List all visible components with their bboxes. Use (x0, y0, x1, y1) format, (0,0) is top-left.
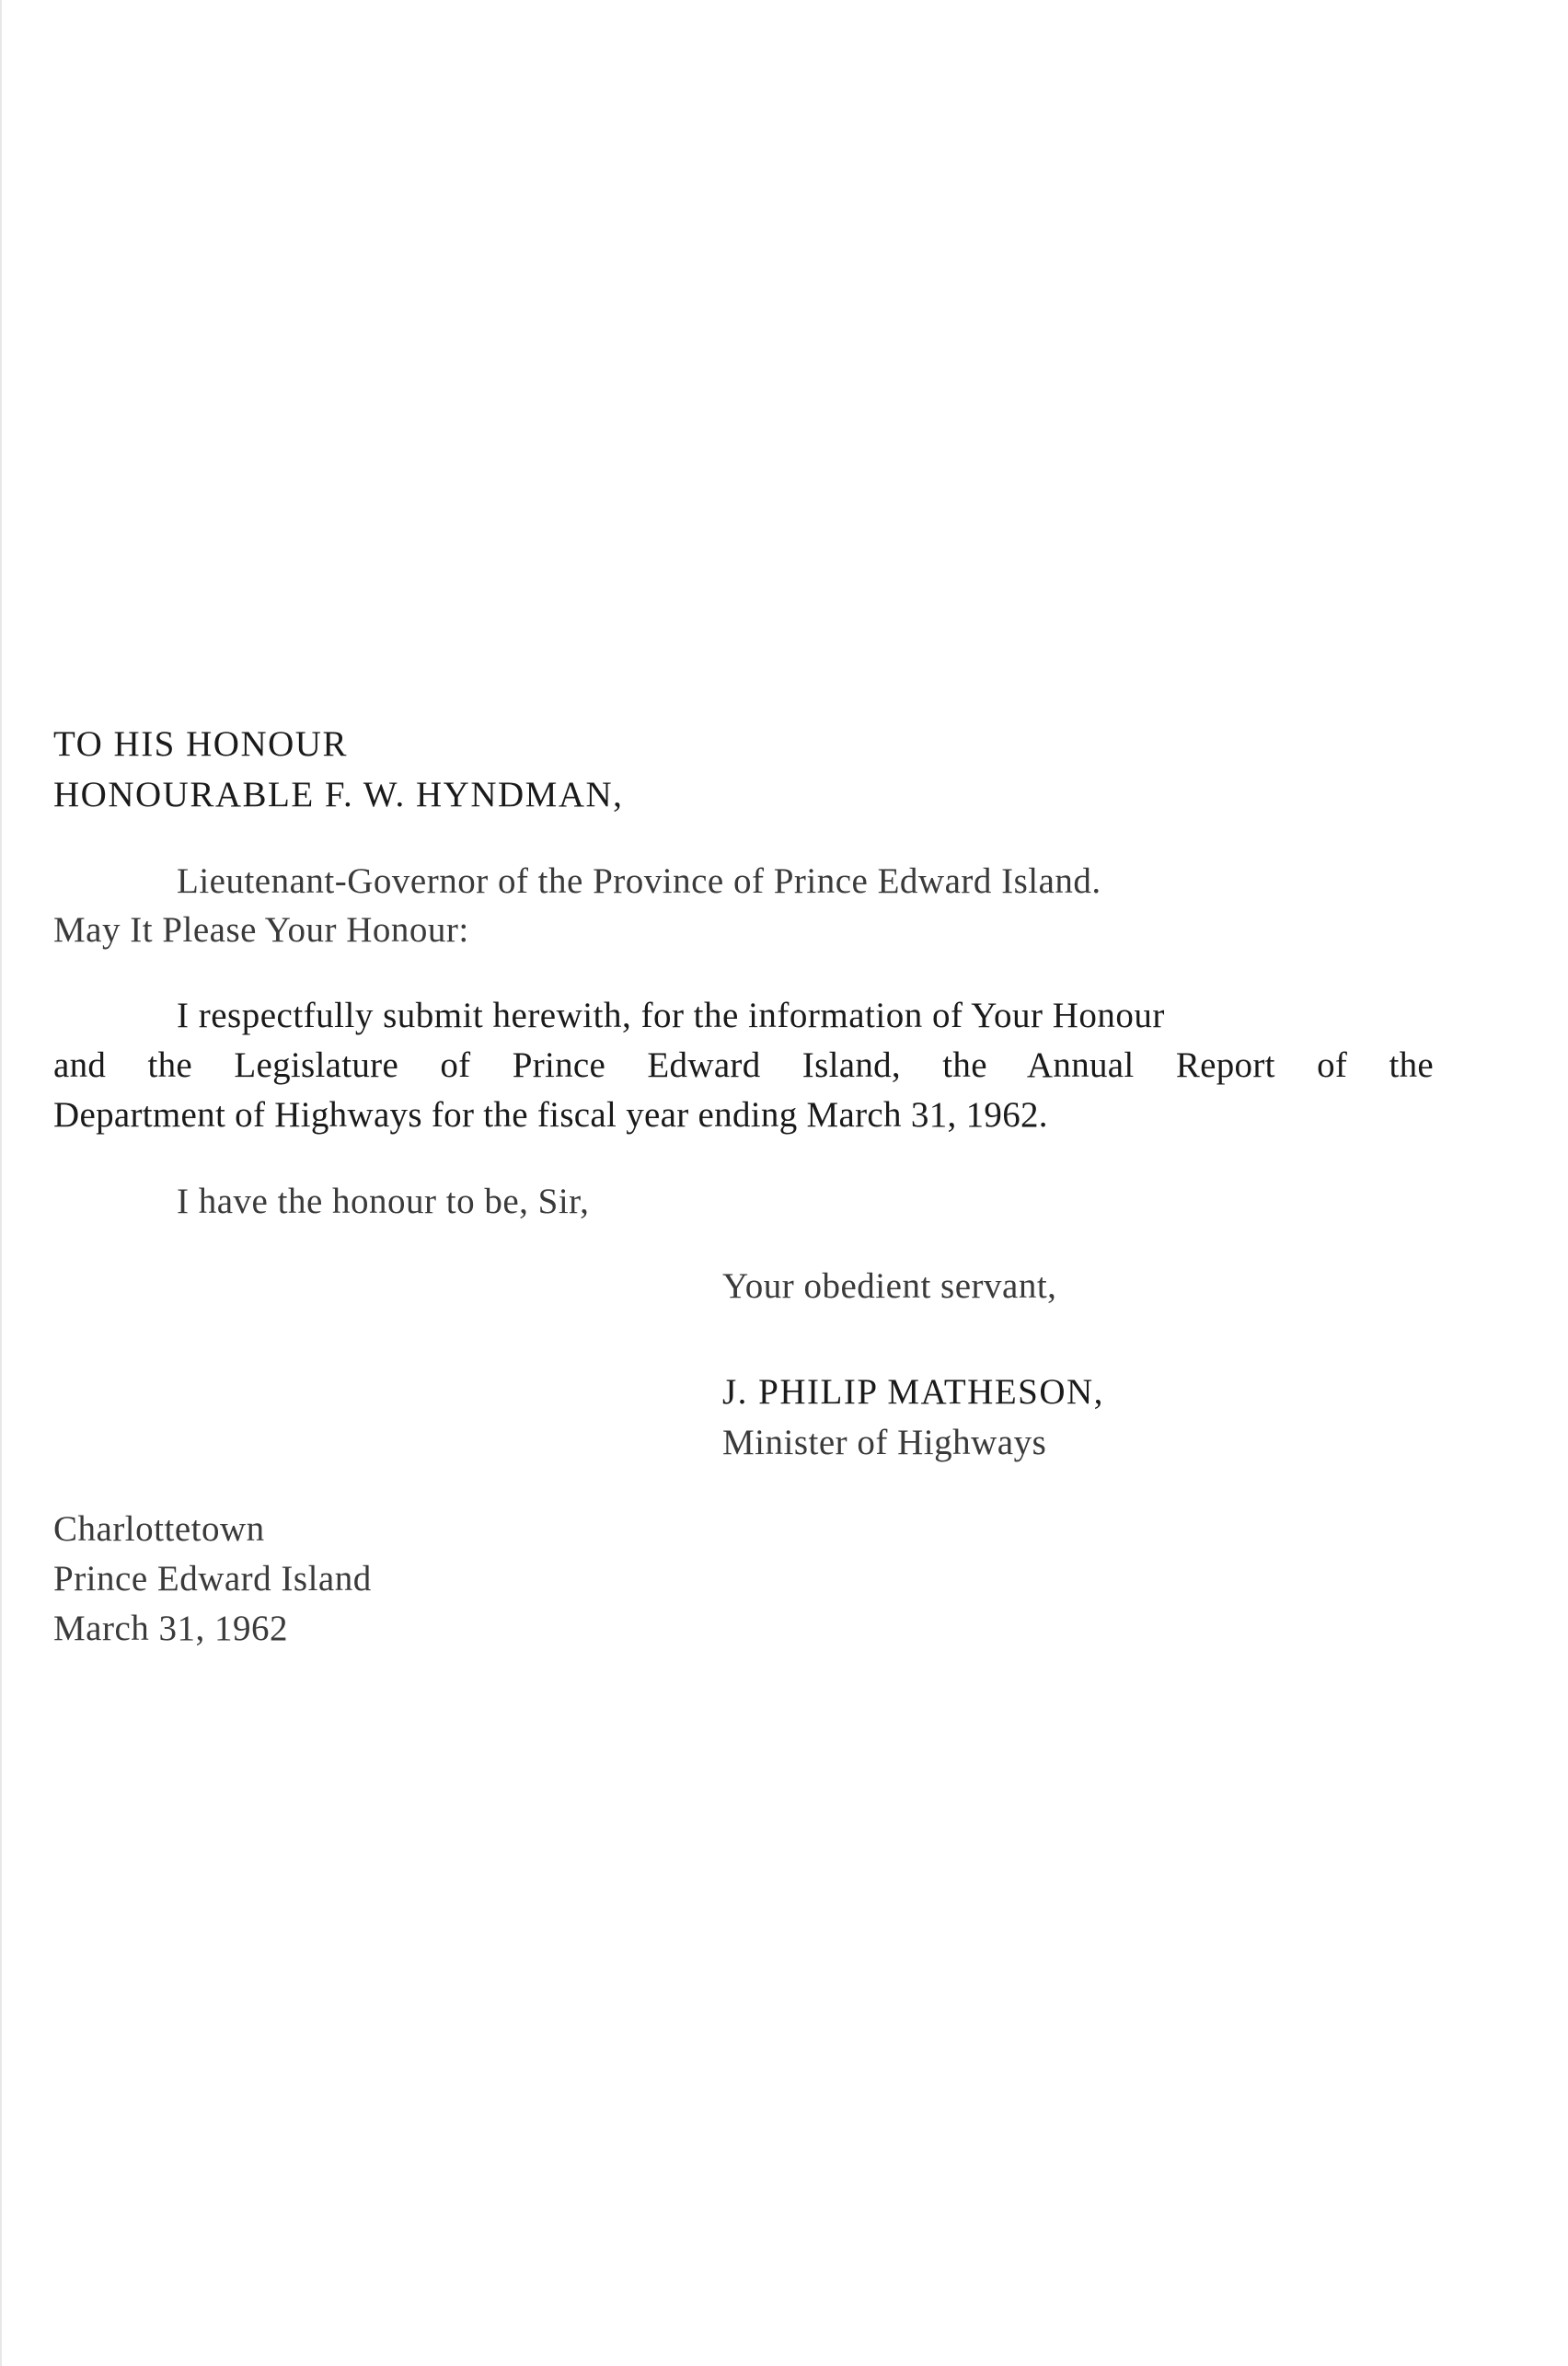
signatory-name: J. PHILIP MATHESON, (722, 1372, 1104, 1412)
body-line-3: Department of Highways for the fiscal year ending March 31, 1962. (53, 1095, 1048, 1135)
salutation: May It Please Your Honour: (53, 910, 469, 950)
addressee-line-1: TO HIS HONOUR (53, 724, 348, 764)
addressee-line-2: HONOURABLE F. W. HYNDMAN, (53, 775, 624, 814)
body-line-2: and the Legislature of Prince Edward Island, the Annual Report of the (53, 1045, 1434, 1085)
closing-line: I have the honour to be, Sir, (177, 1182, 590, 1221)
place-province: Prince Edward Island (53, 1559, 372, 1598)
place-city: Charlottetown (53, 1509, 265, 1549)
complimentary-close: Your obedient servant, (722, 1266, 1057, 1306)
letter-date: March 31, 1962 (53, 1609, 289, 1648)
signatory-position: Minister of Highways (722, 1423, 1047, 1462)
addressee-title-line: Lieutenant-Governor of the Province of Prince Edward Island. (177, 861, 1101, 901)
body-line-1: I respectfully submit herewith, for the information of Your Honour (177, 996, 1165, 1035)
